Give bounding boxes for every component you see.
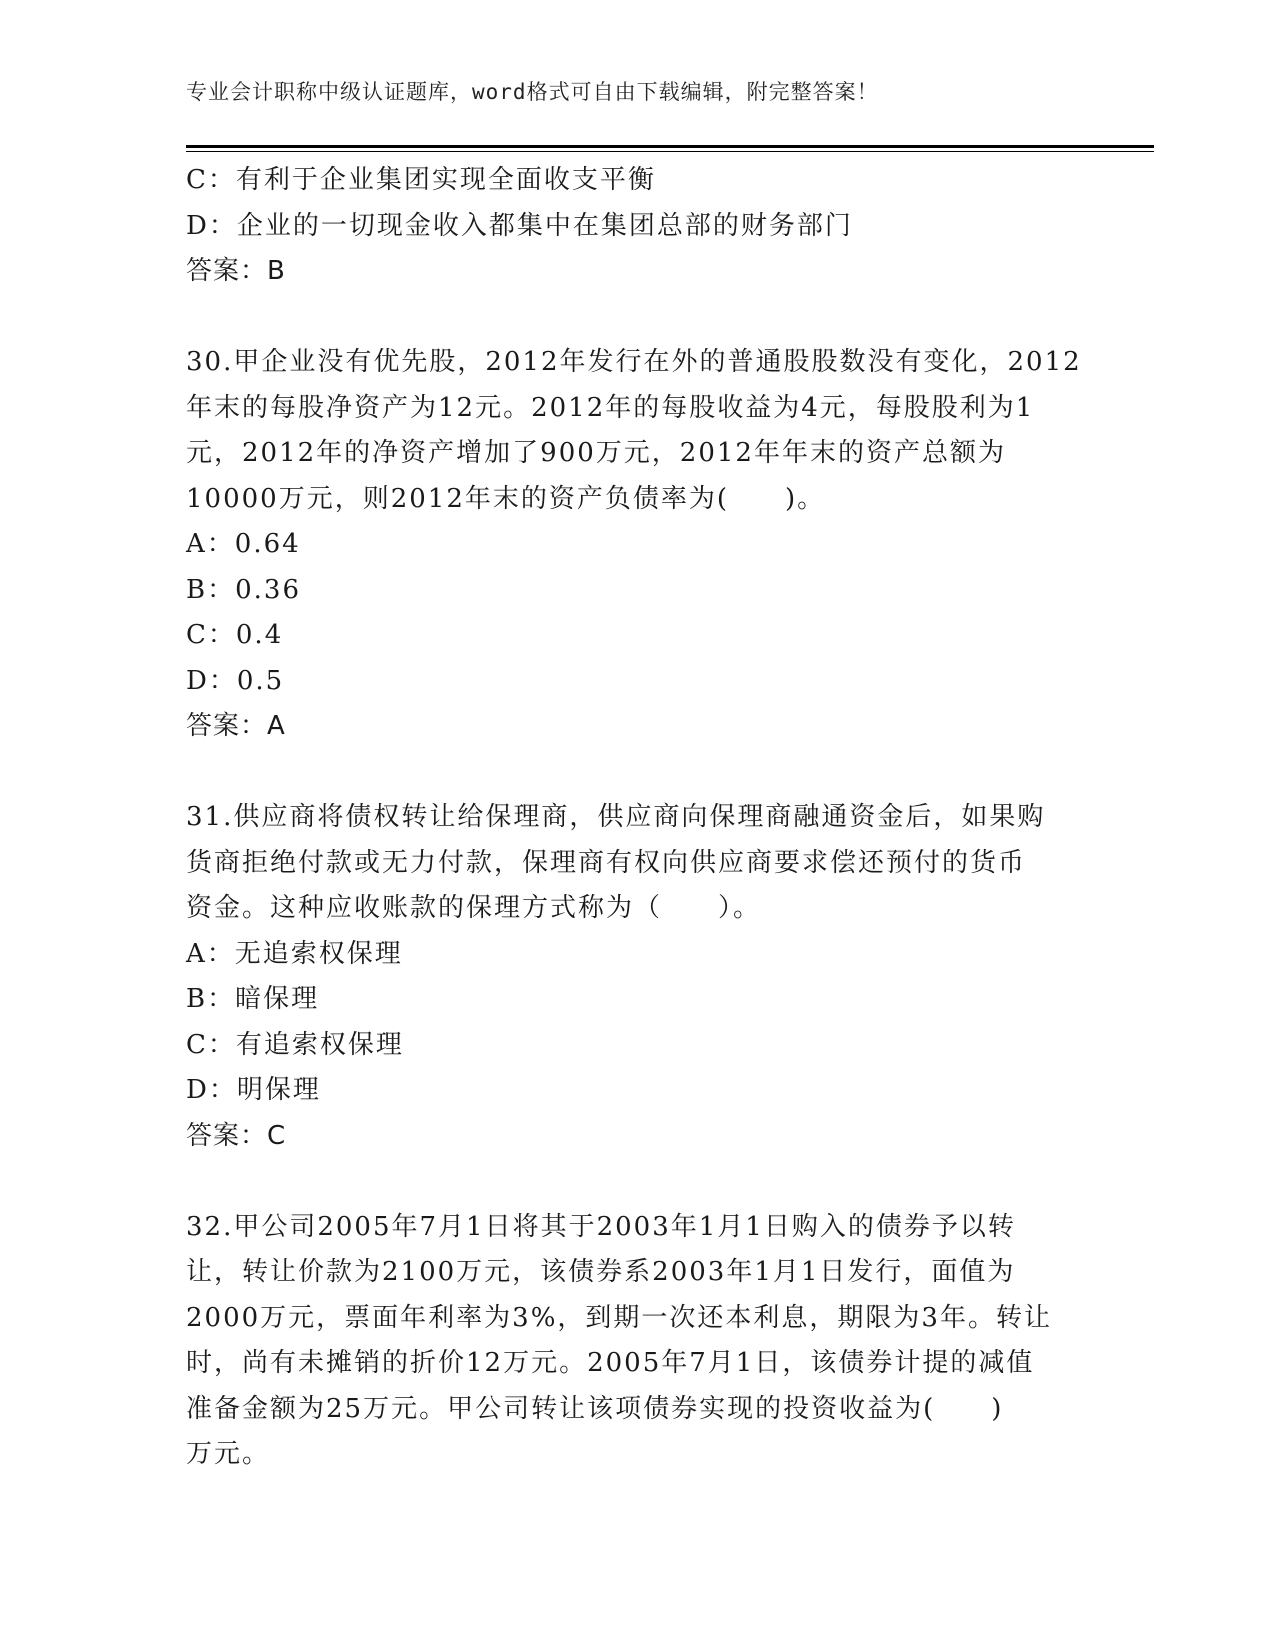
- question-30: [186, 340, 1086, 750]
- question-stem-line: 万元。: [186, 1439, 271, 1469]
- question-31: [186, 795, 1086, 1159]
- option-a: A：无追索权保理: [186, 938, 403, 969]
- option-d: D：企业的一切现金收入都集中在集团总部的财务部门: [186, 210, 853, 241]
- option-c: C：有追索权保理: [186, 1029, 404, 1060]
- question-stem-line: 货商拒绝付款或无力付款，保理商有权向供应商要求偿还预付的货币: [186, 847, 1027, 878]
- question-stem-line: 年末的每股净资产为12元。2012年的每股收益为4元，每股股利为1: [186, 392, 1035, 423]
- option-c: C：有利于企业集团实现全面收支平衡: [186, 165, 656, 195]
- option-c: C：0.4: [186, 620, 284, 650]
- question-stem-line: 2000万元，票面年利率为3%，到期一次还本利息，期限为3年。转让: [186, 1302, 1052, 1333]
- option-b: B：暗保理: [186, 984, 320, 1014]
- document-body: [186, 158, 1086, 1478]
- question-stem-line: 32.甲公司2005年7月1日将其于2003年1月1日购入的债券予以转: [186, 1211, 1016, 1242]
- question-stem-line: 元，2012年的净资产增加了900万元，2012年年末的资产总额为: [186, 438, 1006, 468]
- spacer: [186, 1159, 1086, 1205]
- question-stem-line: 31.供应商将债权转让给保理商，供应商向保理商融通资金后，如果购: [186, 802, 1046, 832]
- question-stem-line: 准备金额为25万元。甲公司转让该项债券实现的投资收益为( ): [186, 1393, 1004, 1424]
- answer-line: 答案：A: [186, 711, 286, 741]
- question-stem-line: 让，转让价款为2100万元，该债券系2003年1月1日发行，面值为: [186, 1257, 1016, 1287]
- spacer: [186, 295, 1086, 341]
- question-stem-line: 时，尚有未摊销的折价12万元。2005年7月1日，该债券计提的减值: [186, 1348, 1035, 1378]
- question-stem-line: 10000万元，则2012年末的资产负债率为( )。: [186, 483, 826, 514]
- option-d: D：0.5: [186, 665, 285, 696]
- question-stem-line: 资金。这种应收账款的保理方式称为（ ）。: [186, 893, 762, 923]
- spacer: [186, 750, 1086, 796]
- prev-question-tail: [186, 158, 1086, 295]
- header-rule-thick: [186, 145, 1154, 148]
- option-d: D：明保理: [186, 1075, 321, 1105]
- question-32: [186, 1205, 1086, 1478]
- option-b: B：0.36: [186, 574, 301, 605]
- answer-line: 答案：C: [186, 1120, 287, 1151]
- answer-line: 答案：B: [186, 256, 286, 286]
- header-rule-thin: [186, 151, 1154, 152]
- page-header: 专业会计职称中级认证题库，word格式可自由下载编辑，附完整答案！: [186, 80, 879, 104]
- question-stem-line: 30.甲企业没有优先股，2012年发行在外的普通股股数没有变化，2012: [186, 347, 1082, 377]
- option-a: A：0.64: [186, 529, 301, 559]
